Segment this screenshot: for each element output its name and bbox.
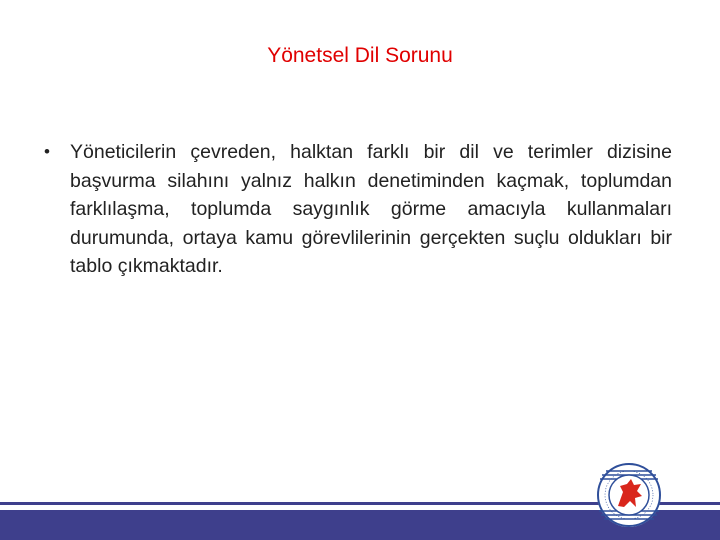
slide-body: [44, 138, 672, 281]
slide-title: Yönetsel Dil Sorunu: [267, 44, 453, 67]
university-emblem-icon: [596, 462, 662, 528]
bullet-icon: •: [44, 142, 50, 161]
bullet-item: [44, 138, 672, 281]
bullet-text: Yöneticilerin çevreden, halktan farklı bir dil ve terimler dizisine başvurma silahını yalnız halkın denetiminden kaçmak, toplumdan farklılaşma, toplumda saygınlık görme amacıyla kullanmaları durumunda, ortaya kamu görevlilerinin gerçekten suçlu oldukları bir tablo çıkmaktadır.: [70, 141, 672, 277]
